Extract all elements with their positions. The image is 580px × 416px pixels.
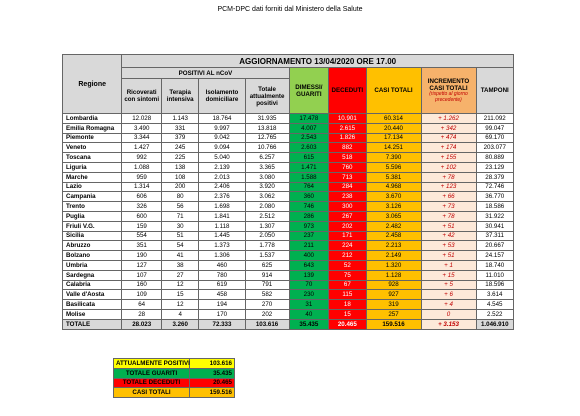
cell-totale: 3.365 [245, 162, 289, 172]
cell-regione: Basilicata [63, 300, 122, 310]
cell-terapia: 245 [161, 143, 198, 153]
cell-guariti: 400 [289, 251, 329, 261]
cell-deceduti: 52 [329, 260, 366, 270]
cell-casi: 3.670 [366, 192, 421, 202]
cell-tamponi: 72.746 [476, 182, 514, 192]
cell-guariti: 237 [289, 231, 329, 241]
cell-tamponi: 211.092 [476, 114, 514, 124]
table-row [63, 300, 514, 310]
summary-table [113, 358, 235, 398]
cell-terapia: 51 [161, 231, 198, 241]
cell-totale: 6.257 [245, 153, 289, 163]
source-title: PCM-DPC dati forniti dal Ministero della Salute [217, 6, 363, 13]
cell-isolamento: 458 [199, 290, 245, 300]
cell-incremento: + 78 [421, 211, 476, 221]
cell-terapia: 27 [161, 270, 198, 280]
totals-row [63, 319, 514, 329]
cell-totale: 13.818 [245, 123, 289, 133]
cell-isolamento: 9.042 [199, 133, 245, 143]
cell-totale: 10.766 [245, 143, 289, 153]
cell-incremento: + 3.153 [421, 319, 476, 329]
cell-terapia: 30 [161, 221, 198, 231]
cell-guariti: 211 [289, 241, 329, 251]
header-isolamento: Isolamento domiciliare [199, 79, 245, 114]
cell-terapia: 138 [161, 162, 198, 172]
cell-casi: 2.149 [366, 251, 421, 261]
cell-totale: 270 [245, 300, 289, 310]
cell-totale: 1.537 [245, 251, 289, 261]
cell-isolamento: 2.406 [199, 182, 245, 192]
cell-terapia: 4 [161, 309, 198, 319]
cell-totale: 914 [245, 270, 289, 280]
cell-regione: Lombardia [63, 114, 122, 124]
cell-guariti: 764 [289, 182, 329, 192]
cell-deceduti: 202 [329, 221, 366, 231]
cell-ricoverati: 64 [122, 300, 162, 310]
cell-guariti: 2.603 [289, 143, 329, 153]
table-row [63, 221, 514, 231]
cell-ricoverati: 606 [122, 192, 162, 202]
cell-isolamento: 194 [199, 300, 245, 310]
cell-totale: 3.080 [245, 172, 289, 182]
cell-regione: Sardegna [63, 270, 122, 280]
summary-value: 159.516 [190, 388, 235, 398]
summary-row [114, 388, 235, 398]
cell-incremento: + 174 [421, 143, 476, 153]
cell-regione: Marche [63, 172, 122, 182]
cell-deceduti: 300 [329, 202, 366, 212]
cell-regione: Abruzzo [63, 241, 122, 251]
cell-tamponi: 18.740 [476, 260, 514, 270]
cell-isolamento: 2.376 [199, 192, 245, 202]
cell-isolamento: 72.333 [199, 319, 245, 329]
cell-casi: 60.314 [366, 114, 421, 124]
summary-row [114, 359, 235, 369]
cell-ricoverati: 3.490 [122, 123, 162, 133]
cell-totale: 3.062 [245, 192, 289, 202]
cell-incremento: + 6 [421, 290, 476, 300]
cell-regione: Emilia Romagna [63, 123, 122, 133]
cell-terapia: 71 [161, 211, 198, 221]
cell-tamponi: 37.311 [476, 231, 514, 241]
cell-guariti: 17.478 [289, 114, 329, 124]
header-dimessi-guariti: DIMESSI/ GUARITI [289, 68, 329, 114]
cell-totale: 582 [245, 290, 289, 300]
header-positivi-group: POSITIVI AL nCoV [122, 68, 289, 79]
cell-isolamento: 1.118 [199, 221, 245, 231]
cell-deceduti: 224 [329, 241, 366, 251]
cell-regione: Trento [63, 202, 122, 212]
cell-terapia: 41 [161, 251, 198, 261]
cell-isolamento: 170 [199, 309, 245, 319]
cell-tamponi: 69.170 [476, 133, 514, 143]
cell-tamponi: 31.922 [476, 211, 514, 221]
header-terapia: Terapia intensiva [161, 79, 198, 114]
cell-deceduti: 713 [329, 172, 366, 182]
cell-totale: 202 [245, 309, 289, 319]
cell-tamponi: 1.046.910 [476, 319, 514, 329]
cell-tamponi: 2.522 [476, 309, 514, 319]
cell-totale: 1.307 [245, 221, 289, 231]
header-incremento [421, 68, 476, 114]
table-row [63, 172, 514, 182]
summary-value: 35.435 [190, 368, 235, 378]
cell-guariti: 4.007 [289, 123, 329, 133]
cell-guariti: 973 [289, 221, 329, 231]
cell-regione: Piemonte [63, 133, 122, 143]
cell-casi: 4.968 [366, 182, 421, 192]
cell-totale: 12.765 [245, 133, 289, 143]
cell-regione: TOTALE [63, 319, 122, 329]
cell-ricoverati: 1.314 [122, 182, 162, 192]
cell-regione: Campania [63, 192, 122, 202]
cell-casi: 3.126 [366, 202, 421, 212]
header-incremento-note: (rispetto al giorno precedente) [429, 91, 468, 103]
cell-guariti: 2.543 [289, 133, 329, 143]
cell-ricoverati: 28 [122, 309, 162, 319]
cell-incremento: + 474 [421, 133, 476, 143]
cell-incremento: + 66 [421, 192, 476, 202]
cell-tamponi: 80.889 [476, 153, 514, 163]
cell-totale: 2.080 [245, 202, 289, 212]
cell-terapia: 54 [161, 241, 198, 251]
cell-tamponi: 28.379 [476, 172, 514, 182]
cell-ricoverati: 109 [122, 290, 162, 300]
cell-deceduti: 760 [329, 162, 366, 172]
cell-ricoverati: 959 [122, 172, 162, 182]
cell-guariti: 1.471 [289, 162, 329, 172]
cell-guariti: 286 [289, 211, 329, 221]
cell-terapia: 15 [161, 290, 198, 300]
cell-guariti: 230 [289, 290, 329, 300]
cell-regione: Bolzano [63, 251, 122, 261]
cell-tamponi: 24.157 [476, 251, 514, 261]
header-ricoverati: Ricoverati con sintomi [122, 79, 162, 114]
cell-casi: 5.596 [366, 162, 421, 172]
cell-terapia: 12 [161, 280, 198, 290]
summary-value: 103.616 [190, 359, 235, 369]
cell-incremento: + 73 [421, 202, 476, 212]
cell-regione: Liguria [63, 162, 122, 172]
cell-ricoverati: 1.427 [122, 143, 162, 153]
header-incremento-label: INCREMENTO CASI TOTALI [427, 78, 470, 92]
cell-casi: 1.128 [366, 270, 421, 280]
cell-deceduti: 115 [329, 290, 366, 300]
cell-incremento: + 123 [421, 182, 476, 192]
cell-guariti: 643 [289, 260, 329, 270]
cell-ricoverati: 600 [122, 211, 162, 221]
cell-regione: Lazio [63, 182, 122, 192]
cell-tamponi: 20.667 [476, 241, 514, 251]
cell-isolamento: 5.040 [199, 153, 245, 163]
summary-label: TOTALE GUARITI [114, 368, 190, 378]
table-row [63, 133, 514, 143]
cell-isolamento: 2.013 [199, 172, 245, 182]
cell-totale: 625 [245, 260, 289, 270]
cell-totale: 3.920 [245, 182, 289, 192]
cell-deceduti: 10.901 [329, 114, 366, 124]
table-row [63, 309, 514, 319]
table-row [63, 114, 514, 124]
cell-incremento: + 51 [421, 251, 476, 261]
cell-incremento: + 5 [421, 280, 476, 290]
cell-casi: 2.213 [366, 241, 421, 251]
cell-isolamento: 18.764 [199, 114, 245, 124]
cell-casi: 17.134 [366, 133, 421, 143]
cell-deceduti: 15 [329, 309, 366, 319]
table-row [63, 211, 514, 221]
cell-terapia: 331 [161, 123, 198, 133]
cell-totale: 791 [245, 280, 289, 290]
cell-incremento: + 51 [421, 221, 476, 231]
cell-isolamento: 1.841 [199, 211, 245, 221]
cell-ricoverati: 190 [122, 251, 162, 261]
header-casi-totali: CASI TOTALI [366, 68, 421, 114]
cell-casi: 5.381 [366, 172, 421, 182]
cell-tamponi: 36.770 [476, 192, 514, 202]
cell-ricoverati: 1.088 [122, 162, 162, 172]
table-row [63, 290, 514, 300]
cell-isolamento: 1.373 [199, 241, 245, 251]
cell-tamponi: 18.586 [476, 202, 514, 212]
cell-guariti: 31 [289, 300, 329, 310]
cell-totale: 2.050 [245, 231, 289, 241]
cell-deceduti: 284 [329, 182, 366, 192]
cell-terapia: 379 [161, 133, 198, 143]
cell-ricoverati: 3.344 [122, 133, 162, 143]
summary-label: CASI TOTALI [114, 388, 190, 398]
cell-incremento: + 342 [421, 123, 476, 133]
summary-value: 20.465 [190, 378, 235, 388]
cell-regione: Molise [63, 309, 122, 319]
cell-terapia: 108 [161, 172, 198, 182]
cell-isolamento: 780 [199, 270, 245, 280]
cell-terapia: 12 [161, 300, 198, 310]
cell-totale: 31.935 [245, 114, 289, 124]
cell-isolamento: 1.698 [199, 202, 245, 212]
cell-tamponi: 4.545 [476, 300, 514, 310]
cell-ricoverati: 554 [122, 231, 162, 241]
cell-guariti: 360 [289, 192, 329, 202]
cell-casi: 319 [366, 300, 421, 310]
cell-isolamento: 1.445 [199, 231, 245, 241]
table-row [63, 182, 514, 192]
cell-incremento: + 53 [421, 241, 476, 251]
cell-incremento: + 1.262 [421, 114, 476, 124]
cell-deceduti: 518 [329, 153, 366, 163]
covid-regional-table [62, 54, 514, 330]
cell-incremento: + 15 [421, 270, 476, 280]
cell-guariti: 35.435 [289, 319, 329, 329]
cell-terapia: 225 [161, 153, 198, 163]
cell-isolamento: 9.094 [199, 143, 245, 153]
cell-terapia: 38 [161, 260, 198, 270]
cell-guariti: 1.588 [289, 172, 329, 182]
cell-tamponi: 11.010 [476, 270, 514, 280]
cell-ricoverati: 351 [122, 241, 162, 251]
cell-tamponi: 30.941 [476, 221, 514, 231]
header-totale-positivi: Totale attualmente positivi [245, 79, 289, 114]
table-row [63, 153, 514, 163]
cell-isolamento: 9.997 [199, 123, 245, 133]
cell-incremento: + 4 [421, 300, 476, 310]
cell-casi: 2.482 [366, 221, 421, 231]
summary-row [114, 368, 235, 378]
cell-guariti: 746 [289, 202, 329, 212]
cell-regione: Calabria [63, 280, 122, 290]
cell-guariti: 139 [289, 270, 329, 280]
cell-regione: Valle d'Aosta [63, 290, 122, 300]
cell-totale: 103.616 [245, 319, 289, 329]
cell-deceduti: 267 [329, 211, 366, 221]
header-deceduti: DECEDUTI [329, 68, 366, 114]
cell-deceduti: 171 [329, 231, 366, 241]
cell-casi: 2.458 [366, 231, 421, 241]
cell-casi: 7.390 [366, 153, 421, 163]
cell-ricoverati: 160 [122, 280, 162, 290]
cell-ricoverati: 992 [122, 153, 162, 163]
cell-deceduti: 238 [329, 192, 366, 202]
cell-deceduti: 212 [329, 251, 366, 261]
update-title: AGGIORNAMENTO 13/04/2020 ORE 17.00 [122, 55, 514, 68]
cell-ricoverati: 107 [122, 270, 162, 280]
cell-guariti: 70 [289, 280, 329, 290]
table-row [63, 251, 514, 261]
summary-row [114, 378, 235, 388]
table-row [63, 192, 514, 202]
cell-incremento: 0 [421, 309, 476, 319]
cell-isolamento: 2.139 [199, 162, 245, 172]
cell-incremento: + 42 [421, 231, 476, 241]
cell-deceduti: 2.615 [329, 123, 366, 133]
cell-casi: 3.065 [366, 211, 421, 221]
cell-deceduti: 1.826 [329, 133, 366, 143]
cell-tamponi: 203.077 [476, 143, 514, 153]
table-row [63, 143, 514, 153]
header-tamponi: TAMPONI [476, 68, 514, 114]
cell-terapia: 80 [161, 192, 198, 202]
table-row [63, 231, 514, 241]
cell-terapia: 56 [161, 202, 198, 212]
cell-terapia: 3.260 [161, 319, 198, 329]
cell-regione: Veneto [63, 143, 122, 153]
table-row [63, 162, 514, 172]
table-row [63, 123, 514, 133]
cell-incremento: + 155 [421, 153, 476, 163]
cell-casi: 20.440 [366, 123, 421, 133]
table-row [63, 202, 514, 212]
cell-terapia: 1.143 [161, 114, 198, 124]
cell-guariti: 615 [289, 153, 329, 163]
table-row [63, 241, 514, 251]
table-row [63, 280, 514, 290]
cell-incremento: + 1 [421, 260, 476, 270]
cell-deceduti: 20.465 [329, 319, 366, 329]
cell-tamponi: 18.596 [476, 280, 514, 290]
summary-label: ATTUALMENTE POSITIVI [114, 359, 190, 369]
cell-deceduti: 18 [329, 300, 366, 310]
cell-casi: 1.320 [366, 260, 421, 270]
cell-ricoverati: 127 [122, 260, 162, 270]
cell-deceduti: 882 [329, 143, 366, 153]
cell-deceduti: 67 [329, 280, 366, 290]
cell-isolamento: 619 [199, 280, 245, 290]
summary-label: TOTALE DECEDUTI [114, 378, 190, 388]
cell-casi: 928 [366, 280, 421, 290]
cell-regione: Friuli V.G. [63, 221, 122, 231]
cell-incremento: + 102 [421, 162, 476, 172]
cell-ricoverati: 159 [122, 221, 162, 231]
table-row [63, 260, 514, 270]
cell-tamponi: 3.614 [476, 290, 514, 300]
cell-deceduti: 75 [329, 270, 366, 280]
cell-casi: 927 [366, 290, 421, 300]
cell-regione: Umbria [63, 260, 122, 270]
cell-casi: 14.251 [366, 143, 421, 153]
header-regione: Regione [63, 55, 122, 114]
cell-isolamento: 460 [199, 260, 245, 270]
cell-totale: 2.512 [245, 211, 289, 221]
cell-terapia: 200 [161, 182, 198, 192]
cell-totale: 1.778 [245, 241, 289, 251]
cell-regione: Sicilia [63, 231, 122, 241]
cell-regione: Toscana [63, 153, 122, 163]
cell-isolamento: 1.306 [199, 251, 245, 261]
cell-casi: 257 [366, 309, 421, 319]
cell-casi: 159.516 [366, 319, 421, 329]
cell-tamponi: 99.047 [476, 123, 514, 133]
cell-tamponi: 23.129 [476, 162, 514, 172]
cell-regione: Puglia [63, 211, 122, 221]
cell-ricoverati: 326 [122, 202, 162, 212]
cell-incremento: + 78 [421, 172, 476, 182]
cell-guariti: 40 [289, 309, 329, 319]
cell-ricoverati: 28.023 [122, 319, 162, 329]
cell-ricoverati: 12.028 [122, 114, 162, 124]
table-row [63, 270, 514, 280]
